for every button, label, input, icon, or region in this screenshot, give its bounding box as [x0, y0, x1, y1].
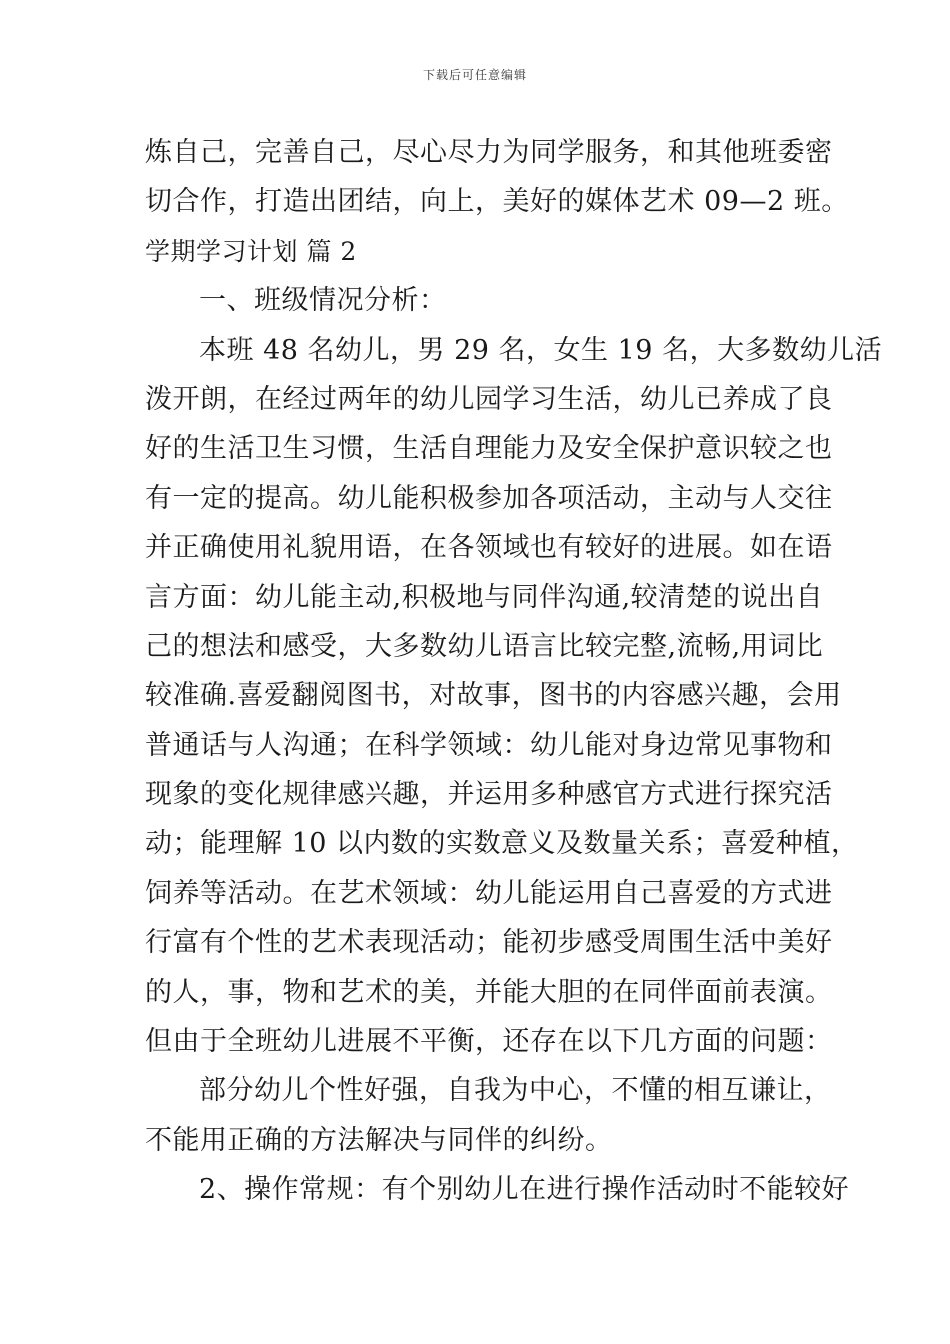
page-header-note: 下载后可任意编辑 — [422, 68, 527, 82]
text-line: 己的想法和感受，大多数幼儿语言比较完整,流畅,用词比 — [145, 630, 824, 662]
text-line: 本班 48 名幼儿，男 29 名，女生 19 名，大多数幼儿活 — [199, 334, 883, 366]
text-line: 炼自己，完善自己，尽心尽力为同学服务，和其他班委密 — [145, 137, 833, 168]
text-line: 并正确使用礼貌用语，在各领域也有较好的进展。如在语 — [145, 532, 833, 564]
text-line: 2、操作常规：有个别幼儿在进行操作活动时不能较好 — [199, 1174, 850, 1206]
document-body — [145, 128, 883, 1215]
text-line: 较准确.喜爱翻阅图书，对故事，图书的内容感兴趣，会用 — [145, 680, 842, 712]
text-line: 的人，事，物和艺术的美，并能大胆的在同伴面前表演。 — [145, 976, 833, 1008]
text-line: 但由于全班幼儿进展不平衡，还存在以下几方面的问题： — [145, 1026, 833, 1058]
text-line: 泼开朗，在经过两年的幼儿园学习生活，幼儿已养成了良 — [145, 383, 833, 415]
text-line: 行富有个性的艺术表现活动；能初步感受周围生活中美好 — [145, 927, 833, 959]
text-line: 部分幼儿个性好强，自我为中心，不懂的相互谦让， — [199, 1075, 832, 1107]
text-line: 普通话与人沟通；在科学领域：幼儿能对身边常见事物和 — [145, 729, 833, 761]
text-line: 动；能理解 10 以内数的实数意义及数量关系；喜爱种植， — [145, 828, 859, 860]
text-line: 言方面：幼儿能主动,积极地与同伴沟通,较清楚的说出自 — [145, 581, 824, 613]
section-heading: 学期学习计划 篇 2 — [145, 236, 357, 266]
text-line: 有一定的提高。幼儿能积极参加各项活动，主动与人交往 — [145, 482, 833, 514]
text-line: 现象的变化规律感兴趣，并运用多种感官方式进行探究活 — [145, 779, 833, 811]
text-line: 不能用正确的方法解决与同伴的纠纷。 — [145, 1124, 613, 1156]
text-line: 切合作，打造出团结，向上，美好的媒体艺术 09—2 班。 — [145, 186, 849, 218]
text-line: 一、班级情况分析： — [199, 285, 447, 317]
text-line: 好的生活卫生习惯，生活自理能力及安全保护意识较之也 — [145, 433, 833, 465]
text-line: 饲养等活动。在艺术领域：幼儿能运用自己喜爱的方式进 — [145, 877, 833, 909]
